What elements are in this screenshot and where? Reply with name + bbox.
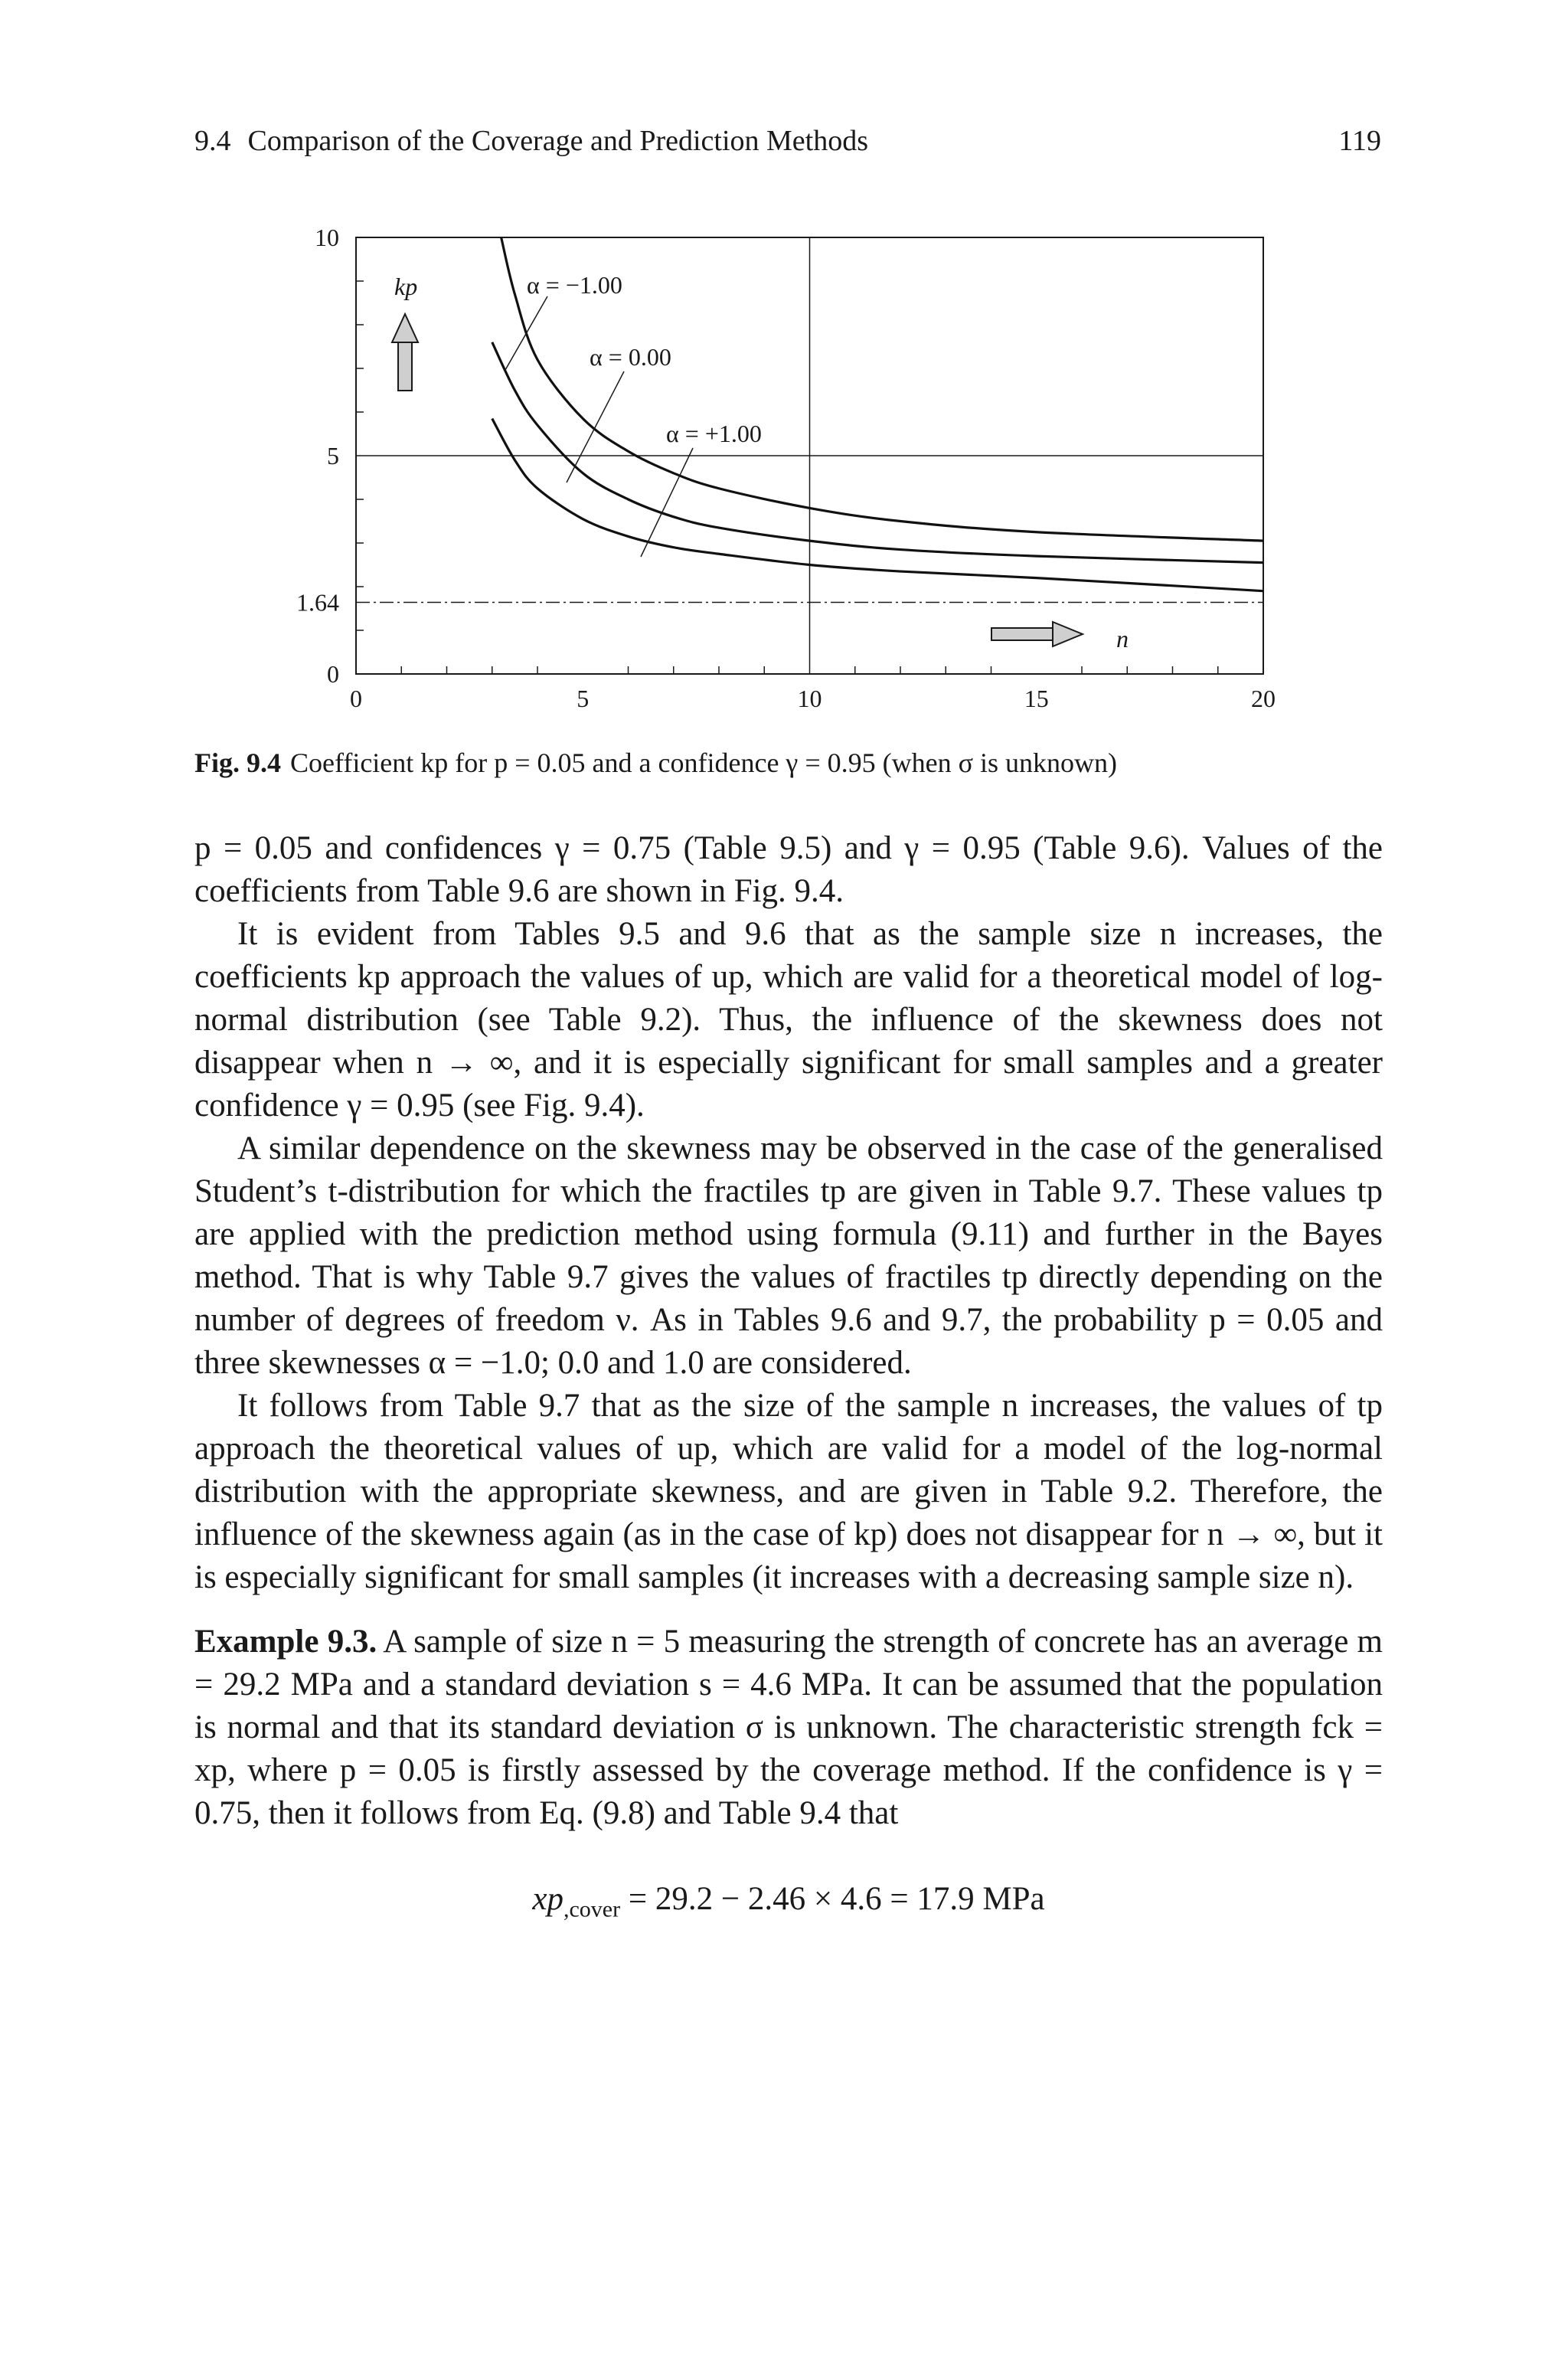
- figure-label: Fig. 9.4: [194, 747, 281, 778]
- paragraph: It is evident from Tables 9.5 and 9.6 that as the sample size n increases, the coefficients kp approach the values of up, which are valid for a theoretical model of log-normal distribution (see Table 9.2). Thus, the influence of the skewness does not disappear when n → ∞, and it is especially significant for small samples and a greater confidence γ = 0.95 (see Fig. 9.4).: [194, 916, 1383, 1124]
- x-tick-label: 0: [350, 685, 362, 712]
- label-leader-alpha-pos1: [641, 448, 693, 557]
- body-text: [194, 827, 1383, 1932]
- label-leader-alpha-0: [567, 371, 624, 482]
- paragraph: A similar dependence on the skewness may be observed in the case of the generalised Student’s t-distribution for which the fractiles tp are given in Table 9.7. These values tp are applied with the prediction method using formula (9.11) and further in the Bayes method. That is why Table 9.7 gives the values of fractiles tp directly depending on the number of degrees of freedom ν. As in Tables 9.6 and 9.7, the probability p = 0.05 and three skewnesses α = −1.0; 0.0 and 1.0 are considered.: [194, 1130, 1383, 1381]
- figure-9-4-chart: [283, 218, 1294, 724]
- y-tick-label: 10: [315, 224, 339, 251]
- x-tick-label: 15: [1024, 685, 1049, 712]
- example-label: Example 9.3.: [194, 1624, 377, 1660]
- section-title: Comparison of the Coverage and Prediction Methods: [247, 125, 869, 157]
- equation-subscript: ,cover: [563, 1896, 621, 1922]
- x-axis-symbol: n: [1116, 625, 1129, 653]
- series-label-alpha-neg1: α = −1.00: [527, 271, 622, 299]
- x-tick-label: 5: [577, 685, 590, 712]
- y-axis-symbol: kp: [394, 273, 418, 300]
- figure-caption-text: Coefficient kp for p = 0.05 and a confidence γ = 0.95 (when σ is unknown): [290, 747, 1117, 778]
- equation-lhs: xp: [532, 1881, 564, 1917]
- example-paragraph: [194, 1621, 1383, 1835]
- kp-arrow-icon: [392, 314, 418, 391]
- example-text: A sample of size n = 5 measuring the strength of concrete has an average m = 29.2 MPa and a standard deviation s = 4.6 MPa. It can be assumed that the population is normal and that its standard deviation σ is unknown. The characteristic strength fck = xp, where p = 0.05 is firstly assessed by the coverage method. If the confidence is γ = 0.75, then it follows from Eq. (9.8) and Table 9.4 that: [194, 1624, 1383, 1831]
- x-tick-label: 20: [1251, 685, 1276, 712]
- series-label-alpha-0: α = 0.00: [590, 343, 671, 371]
- figure-caption: [194, 747, 1381, 779]
- y-tick-label: 0: [327, 660, 339, 688]
- equation: [194, 1878, 1383, 1932]
- x-tick-label: 10: [797, 685, 822, 712]
- paragraph: It follows from Table 9.7 that as the size of the sample n increases, the values of tp approach the theoretical values of up, which are valid for a model of the log-normal distribution with the appropriate skewness, and are given in Table 9.2. Therefore, the influence of the skewness again (as in the case of kp) does not disappear for n → ∞, but it is especially significant for small samples (it increases with a decreasing sample size n).: [194, 1388, 1383, 1595]
- y-tick-label: 1.64: [296, 588, 339, 617]
- section-number: 9.4: [194, 125, 231, 157]
- running-header: [194, 124, 1381, 162]
- label-leader-alpha-neg1: [505, 296, 547, 370]
- paragraph: p = 0.05 and confidences γ = 0.75 (Table 9.5) and γ = 0.95 (Table 9.6). Values of the coefficients from Table 9.6 are shown in Fig. 9.4.: [194, 830, 1383, 909]
- equation-rhs: = 29.2 − 2.46 × 4.6 = 17.9 MPa: [620, 1881, 1045, 1917]
- y-tick-label: 5: [327, 442, 339, 469]
- page-number: 119: [1338, 125, 1381, 157]
- series-label-alpha-pos1: α = +1.00: [666, 420, 762, 447]
- n-arrow-icon: [991, 622, 1083, 646]
- series-line-2: [492, 419, 1263, 591]
- section-heading: [194, 124, 868, 158]
